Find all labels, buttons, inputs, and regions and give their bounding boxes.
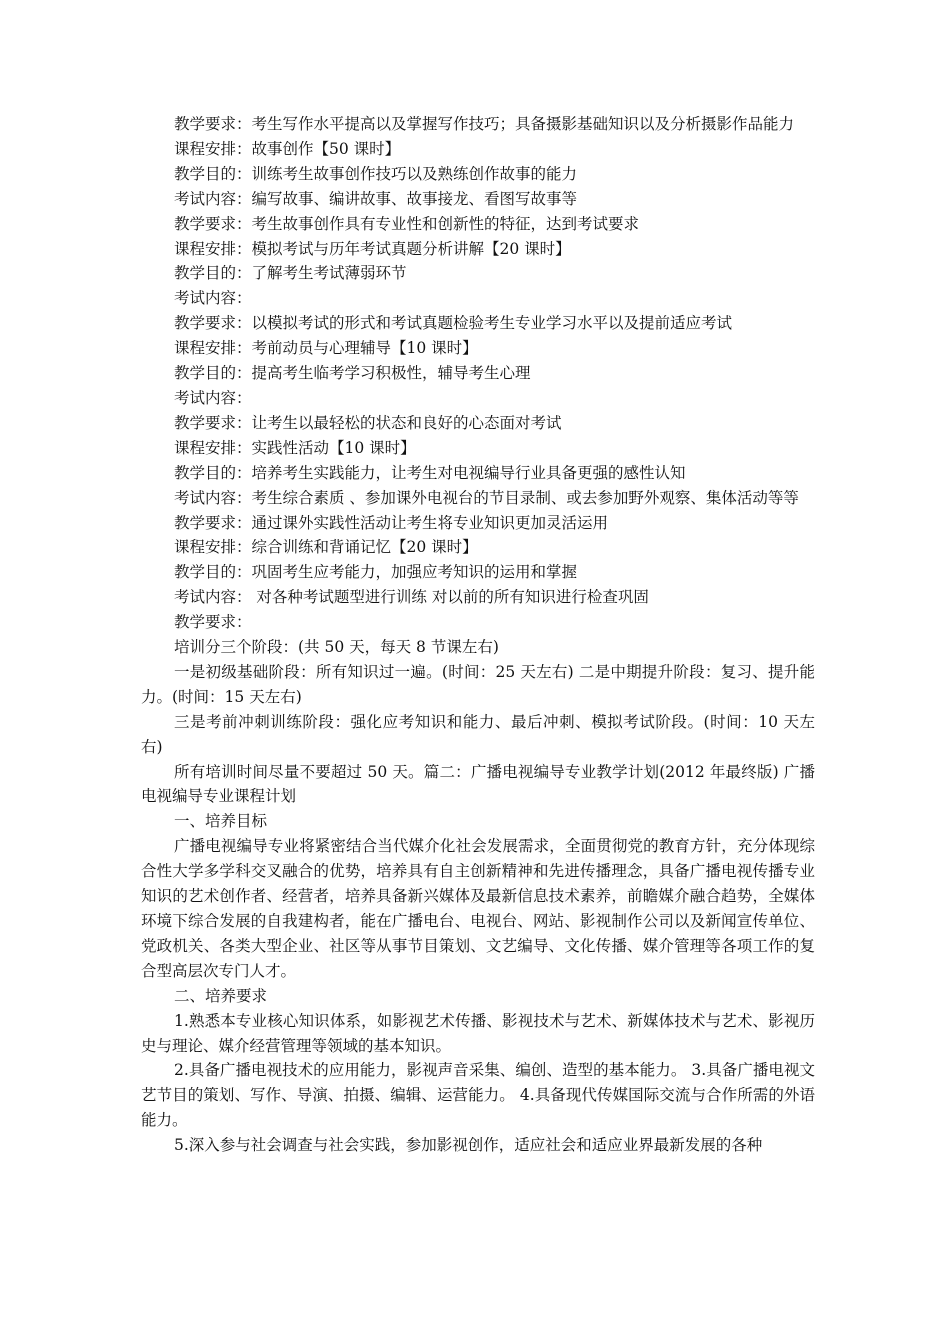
paragraph: 教学目的：巩固考生应考能力，加强应考知识的运用和掌握: [174, 563, 578, 582]
paragraph: 考试内容：: [174, 388, 252, 407]
section-heading: 二、培养要求: [174, 986, 268, 1005]
list-item: 5.深入参与社会调查与社会实践，参加影视创作，适应社会和适应业界最新发展的各种: [174, 1136, 763, 1155]
paragraph: 考试内容：编写故事、编讲故事、故事接龙、看图写故事等: [174, 189, 578, 208]
paragraph: 考试内容：: [174, 289, 252, 308]
paragraph: 教学要求：考生写作水平提高以及掌握写作技巧；具备摄影基础知识以及分析摄影作品能力: [174, 115, 795, 133]
paragraph: 教学要求：通过课外实践性活动让考生将专业知识更加灵活运用: [174, 513, 609, 532]
paragraph: 课程安排：综合训练和背诵记忆【20 课时】: [174, 538, 478, 557]
document-body: [141, 112, 815, 1158]
paragraph: 教学目的：提高考生临考学习积极性，辅导考生心理: [174, 364, 531, 383]
paragraph: 考试内容：考生综合素质 、参加课外电视台的节目录制、或去参加野外观察、集体活动等等: [174, 488, 799, 507]
list-item: 1.熟悉本专业核心知识体系，如影视艺术传播、影视技术与艺术、新媒体技术与艺术、影视历史与理论、媒介经营管理等领域的基本知识。: [141, 1011, 815, 1055]
paragraph: 课程安排：故事创作【50 课时】: [174, 139, 401, 158]
paragraph: 考试内容： 对各种考试题型进行训练 对以前的所有知识进行检查巩固: [174, 588, 649, 607]
paragraph: 所有培训时间尽量不要超过 50 天。篇二：广播电视编导专业教学计划(2012 年最终版) 广播电视编导专业课程计划: [141, 762, 815, 806]
paragraph: 课程安排：模拟考试与历年考试真题分析讲解【20 课时】: [174, 239, 571, 258]
paragraph: 三是考前冲刺训练阶段：强化应考知识和能力、最后冲刺、模拟考试阶段。(时间：10 天左右): [141, 712, 815, 756]
paragraph: 教学目的：训练考生故事创作技巧以及熟练创作故事的能力: [174, 164, 578, 183]
paragraph: 教学目的：了解考生考试薄弱环节: [174, 264, 407, 283]
paragraph: 广播电视编导专业将紧密结合当代媒介化社会发展需求，全面贯彻党的教育方针，充分体现综合性大学多学科交叉融合的优势，培养具有自主创新精神和先进传播理念，具备广播电视传播专业知识的艺术创作者、经营者，培养具备新兴媒体及最新信息技术素养，前瞻媒介融合趋势，全媒体环境下综合发展的自我建构者，能在广播电台、电视台、网站、影视制作公司以及新闻宣传单位、党政机关、各类大型企业、社区等从事节目策划、文艺编导、文化传播、媒介管理等各项工作的复合型高层次专门人才。: [141, 837, 815, 980]
list-item: 2.具备广播电视技术的应用能力，影视声音采集、编创、造型的基本能力。 3.具备广播电视文艺节目的策划、写作、导演、拍摄、编辑、运营能力。 4.具备现代传媒国际交流与合作所需的外语能力。: [141, 1061, 815, 1130]
section-heading: 一、培养目标: [174, 812, 268, 831]
paragraph: 培训分三个阶段：(共 50 天，每天 8 节课左右): [174, 638, 499, 657]
paragraph: 教学要求：考生故事创作具有专业性和创新性的特征，达到考试要求: [174, 214, 640, 233]
paragraph: 教学目的：培养考生实践能力，让考生对电视编导行业具备更强的感性认知: [174, 463, 686, 482]
paragraph: 课程安排：实践性活动【10 课时】: [174, 438, 416, 457]
paragraph: 教学要求：以模拟考试的形式和考试真题检验考生专业学习水平以及提前适应考试: [174, 314, 733, 333]
paragraph: 课程安排：考前动员与心理辅导【10 课时】: [174, 339, 478, 358]
paragraph: 教学要求：让考生以最轻松的状态和良好的心态面对考试: [174, 413, 562, 432]
paragraph: 一是初级基础阶段：所有知识过一遍。(时间：25 天左右) 二是中期提升阶段：复习、提升能力。(时间：15 天左右): [141, 662, 815, 706]
paragraph: 教学要求：: [174, 613, 252, 632]
